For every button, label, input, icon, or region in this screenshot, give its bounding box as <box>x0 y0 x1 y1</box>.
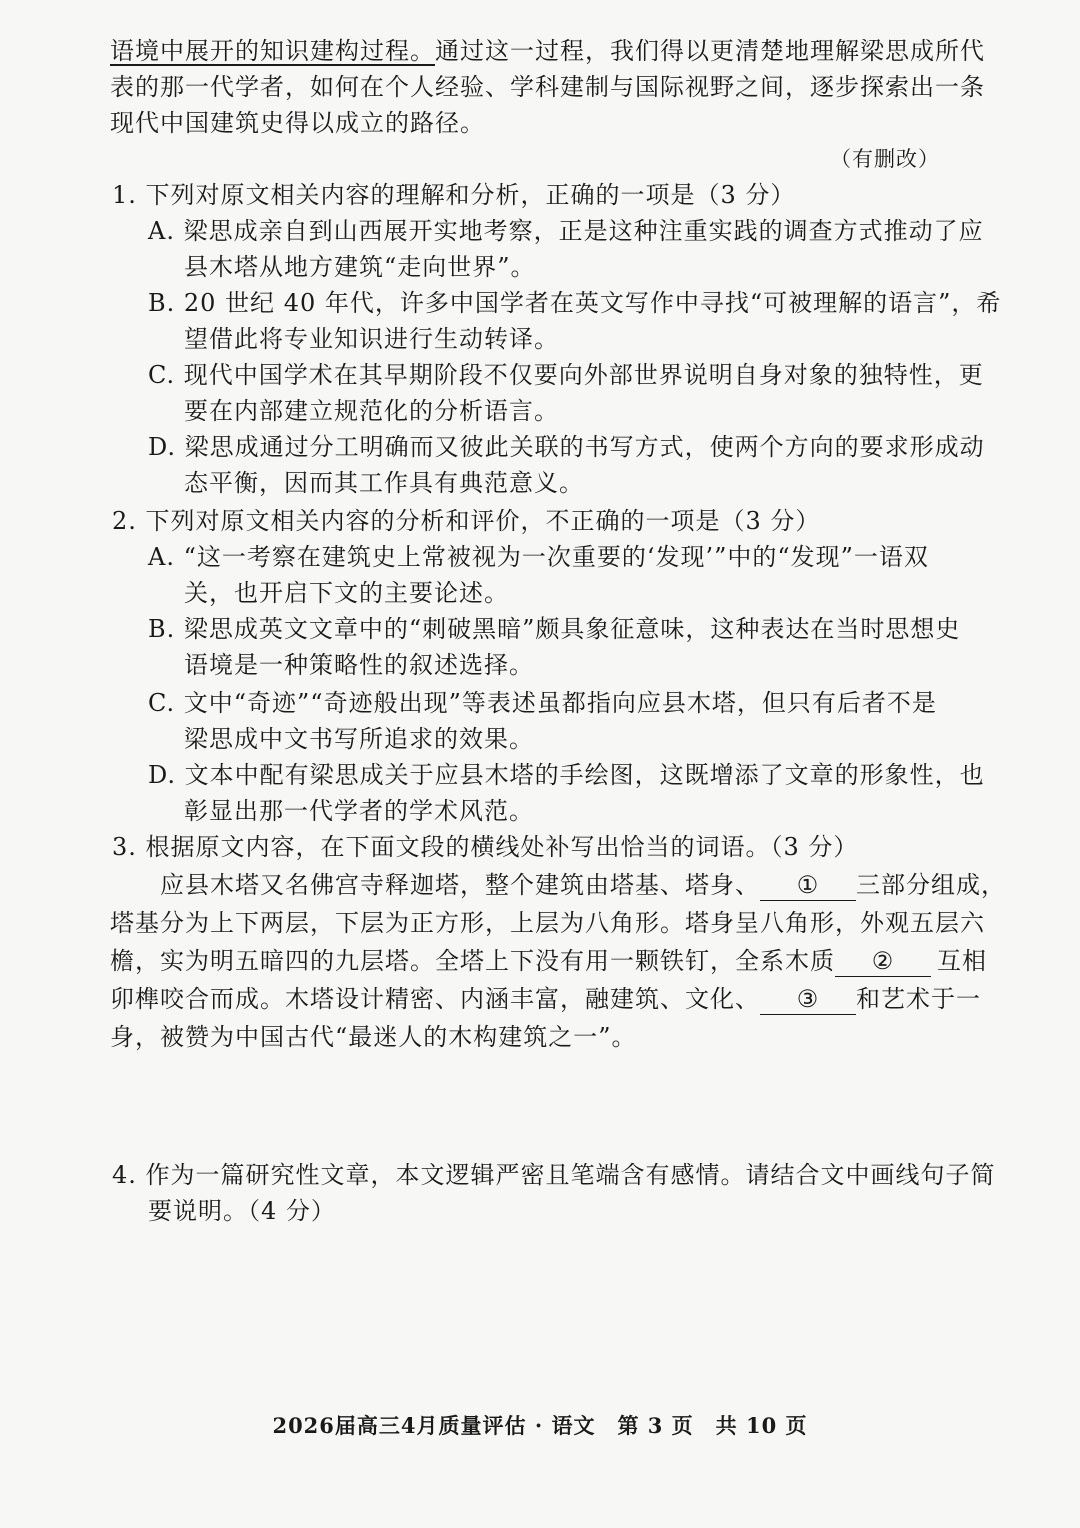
q1-option-c-cont: 要在内部建立规范化的分析语言。 <box>184 397 559 425</box>
q3-paragraph-line-1: 应县木塔又名佛宫寺释迦塔，整个建筑由塔基、塔身、 ① 三部分组成， <box>160 871 1006 899</box>
q2-option-d-cont: 彰显出那一代学者的学术风范。 <box>184 797 534 825</box>
q2-option-c-cont: 梁思成中文书写所追求的效果。 <box>184 725 534 753</box>
q1-option-a: A. 梁思成亲自到山西展开实地考察，正是这种注重实践的调查方式推动了应 <box>148 217 984 245</box>
answer-blank-2[interactable]: ② <box>835 946 931 977</box>
question-4-stem: 4. 作为一篇研究性文章，本文逻辑严密且笔端含有感情。请结合文中画线句子简 <box>112 1161 996 1189</box>
question-2-stem: 2. 下列对原文相关内容的分析和评价，不正确的一项是（3 分） <box>112 507 821 535</box>
q1-option-d-cont: 态平衡，因而其工作具有典范意义。 <box>184 469 584 497</box>
source-note: （有删改） <box>830 147 940 171</box>
q1-option-a-cont: 县木塔从地方建筑“走向世界”。 <box>184 253 536 281</box>
passage-line-3 <box>110 106 485 140</box>
page-footer: 2026届高三4月质量评估 · 语文 第 3 页 共 10 页 <box>272 1413 808 1438</box>
q2-option-d: D. 文本中配有梁思成关于应县木塔的手绘图，这既增添了文章的形象性，也 <box>148 761 985 789</box>
passage-line-2 <box>110 70 985 104</box>
q2-option-a: A. “这一考察在建筑史上常被视为一次重要的‘发现’”中的“发现”一语双 <box>148 543 929 571</box>
question-1-stem: 1. 下列对原文相关内容的理解和分析，正确的一项是（3 分） <box>112 181 796 209</box>
question-3-stem: 3. 根据原文内容，在下面文段的横线处补写出恰当的词语。（3 分） <box>112 833 859 861</box>
answer-blank-3[interactable]: ③ <box>760 984 856 1015</box>
answer-blank-1[interactable]: ① <box>760 870 856 901</box>
q3-paragraph-line-4: 卯榫咬合而成。木塔设计精密、内涵丰富，融建筑、文化、 ③ 和艺术于一 <box>110 985 981 1013</box>
q2-option-c: C. 文中“奇迹”“奇迹般出现”等表述虽都指向应县木塔，但只有后者不是 <box>148 689 937 717</box>
question-4-stem-cont: 要说明。（4 分） <box>148 1197 336 1225</box>
underlined-sentence: 表的那一代学者，如何在个人经验、学科建制与国际视野之间，逐步探索出一条 <box>110 73 985 101</box>
q1-option-b: B. 20 世纪 40 年代，许多中国学者在英文写作中寻找“可被理解的语言”，希 <box>148 289 1002 317</box>
q1-option-d: D. 梁思成通过分工明确而又彼此关联的书写方式，使两个方向的要求形成动 <box>148 433 985 461</box>
q3-paragraph-line-3: 檐，实为明五暗四的九层塔。全塔上下没有用一颗铁钉，全系木质 ② 互相 <box>110 947 987 975</box>
q2-option-a-cont: 关，也开启下文的主要论述。 <box>184 579 509 607</box>
q2-option-b-cont: 语境是一种策略性的叙述选择。 <box>184 651 534 679</box>
q1-option-c: C. 现代中国学术在其早期阶段不仅要向外部世界说明自身对象的独特性，更 <box>148 361 984 389</box>
q1-option-b-cont: 望借此将专业知识进行生动转译。 <box>184 325 559 353</box>
underlined-sentence: 语境中展开的知识建构过程。 <box>110 37 435 65</box>
q3-paragraph-line-5: 身，被赞为中国古代“最迷人的木构建筑之一”。 <box>110 1023 637 1051</box>
passage-line-1 <box>110 34 985 68</box>
passage-text: 通过这一过程，我们得以更清楚地理解梁思成所代 <box>435 37 985 65</box>
q3-paragraph-line-2: 塔基分为上下两层，下层为正方形，上层为八角形。塔身呈八角形，外观五层六 <box>110 909 985 937</box>
q2-option-b: B. 梁思成英文文章中的“刺破黑暗”颇具象征意味，这种表达在当时思想史 <box>148 615 961 643</box>
underlined-sentence: 现代中国建筑史得以成立的路径。 <box>110 109 485 137</box>
